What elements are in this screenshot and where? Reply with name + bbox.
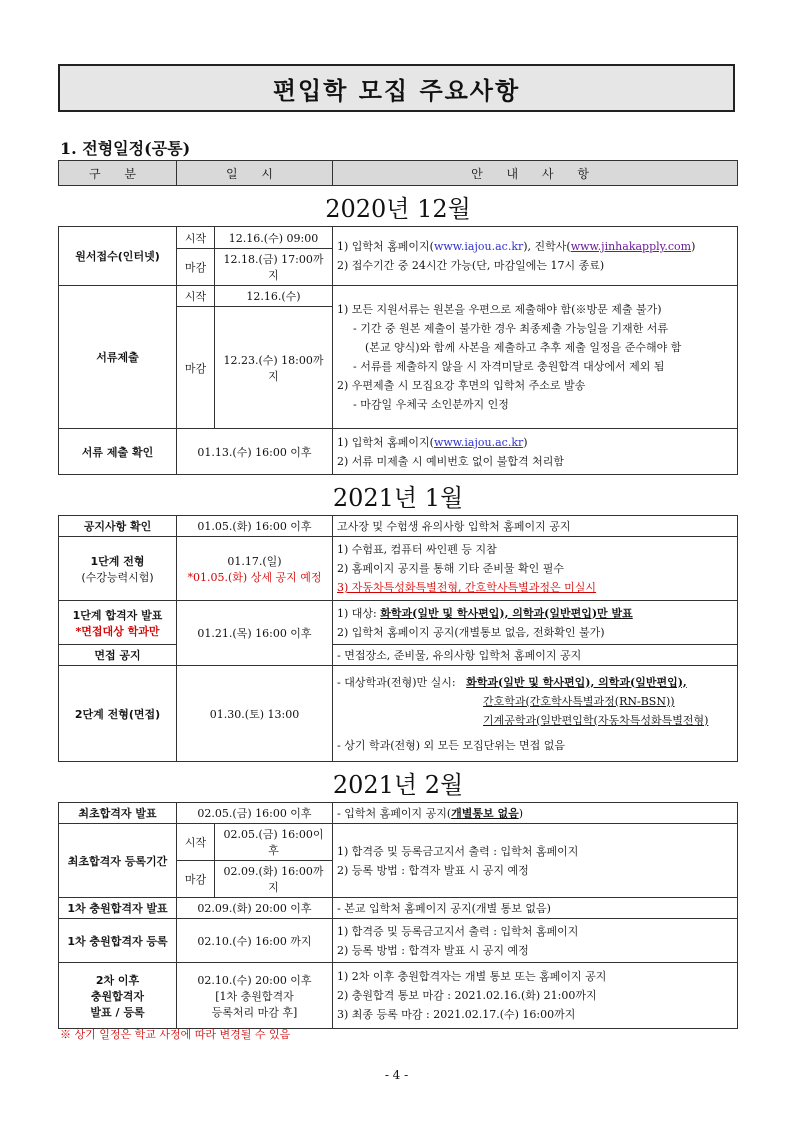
schedule-note: ※ 상기 일정은 학교 사정에 따라 변경될 수 있음 [60, 1028, 291, 1041]
iajou-link[interactable]: www.iajou.ac.kr [433, 435, 524, 449]
iajou-link[interactable]: www.iajou.ac.kr [433, 240, 524, 253]
notice-date: 01.05.(화) 16:00 이후 [177, 516, 333, 537]
header-category: 구 분 [59, 161, 177, 186]
end-label: 마감 [177, 307, 215, 429]
row-alt1-pass-label: 1차 충원합격자 발표 [59, 898, 177, 919]
alt1-pass-date: 02.09.(화) 20:00 이후 [177, 898, 333, 919]
alt2-date: 02.10.(수) 20:00 이후 [1차 충원합격자 등록처리 마감 후] [177, 963, 333, 1029]
row-docs-label: 서류제출 [59, 286, 177, 429]
final-reg-start: 02.05.(금) 16:00이후 [215, 824, 333, 861]
start-label: 시작 [177, 824, 215, 861]
notice-info: 고사장 및 수험생 유의사항 입학처 홈페이지 공지 [333, 516, 738, 537]
header-date: 일 시 [177, 161, 333, 186]
row-interview-notice-label: 면접 공지 [59, 645, 177, 666]
row-alt1-reg-label: 1차 충원합격자 등록 [59, 919, 177, 963]
apply-start: 12.16.(수) 09:00 [215, 227, 333, 249]
row-stage1-pass-label: 1단계 합격자 발표 *면접대상 학과만 [59, 601, 177, 645]
row-stage1-label: 1단계 전형 (수강능력시험) [59, 537, 177, 601]
final-pass-info: - 입학처 홈페이지 공지(개별통보 없음) [333, 803, 738, 824]
apply-info: 1) 입학처 홈페이지(www.iajou.ac.kr), 진학사(www.jinhakapply.com) 2) 접수기간 중 24시간 가능(단, 마감일에는 17시 종료) [333, 227, 738, 286]
stage1-pass-date: 01.21.(목) 16:00 이후 [177, 601, 333, 666]
final-reg-end: 02.09.(화) 16:00까지 [215, 861, 333, 898]
schedule-table [58, 160, 738, 1029]
alt1-reg-info: 1) 합격증 및 등록금고지서 출력 : 입학처 홈페이지 2) 등록 방법 : 합격자 발표 시 공지 예정 [333, 919, 738, 963]
docs-check-info: 1) 입학처 홈페이지(www.iajou.ac.kr) 2) 서류 미제출 시 예비번호 없이 불합격 처리함 [333, 429, 738, 475]
month-dec: 2020년 12월 [59, 186, 738, 227]
stage1-info: 1) 수험표, 컴퓨터 싸인펜 등 지참 2) 홈페이지 공지를 통해 기타 준비물 확인 필수 3) 자동차특성화특별전형, 간호학사특별과정은 미실시 [333, 537, 738, 601]
alt1-pass-info: - 본교 입학처 홈페이지 공지(개별 통보 없음) [333, 898, 738, 919]
docs-end: 12.23.(수) 18:00까지 [215, 307, 333, 429]
month-jan: 2021년 1월 [59, 475, 738, 516]
header-info: 안 내 사 항 [333, 161, 738, 186]
interview-notice-info: - 면접장소, 준비물, 유의사항 입학처 홈페이지 공지 [333, 645, 738, 666]
stage1-date: 01.17.(일) *01.05.(화) 상세 공지 예정 [177, 537, 333, 601]
table-header-row [59, 161, 738, 186]
final-pass-date: 02.05.(금) 16:00 이후 [177, 803, 333, 824]
stage1-pass-info: 1) 대상: 화학과(일반 및 학사편입), 의학과(일반편입)만 발표 2) 입학처 홈페이지 공지(개별통보 없음, 전화확인 불가) [333, 601, 738, 645]
final-reg-info: 1) 합격증 및 등록금고지서 출력 : 입학처 홈페이지 2) 등록 방법 : 합격자 발표 시 공지 예정 [333, 824, 738, 898]
row-docs-check-label: 서류 제출 확인 [59, 429, 177, 475]
start-label: 시작 [177, 286, 215, 307]
start-label: 시작 [177, 227, 215, 249]
row-alt2-label: 2차 이후 충원합격자 발표 / 등록 [59, 963, 177, 1029]
row-notice-label: 공지사항 확인 [59, 516, 177, 537]
docs-info: 1) 모든 지원서류는 원본을 우편으로 제출해야 함(※방문 제출 불가) - 기간 중 원본 제출이 불가한 경우 최종제출 가능일을 기재한 서류 (본교 양식)와 함께 사본을 제출하고 추후 제출 일정을 준수해야 함 - 서류를 제출하지 않을 시 자격미달로 충원합격 대상에서 제외 됨 2) 우편제출 시 모집요강 후면의 입학처 주소로 발송 - 마감일 우체국 소인분까지 인정 [333, 286, 738, 429]
row-stage2-label: 2단계 전형(면접) [59, 666, 177, 762]
docs-check-date: 01.13.(수) 16:00 이후 [177, 429, 333, 475]
stage2-info: - 대상학과(전형)만 실시: 화학과(일반 및 학사편입), 의학과(일반편입), 간호학과(간호학사특별과정(RN-BSN)) 기계공학과(일반편입학(자동차특성화특별전형) - 상기 학과(전형) 외 모든 모집단위는 면접 없음 [333, 666, 738, 762]
apply-end: 12.18.(금) 17:00까지 [215, 249, 333, 286]
jinhak-link[interactable]: www.jinhakapply.com [570, 240, 692, 253]
alt2-info: 1) 2차 이후 충원합격자는 개별 통보 또는 홈페이지 공지 2) 충원합격 통보 마감 : 2021.02.16.(화) 21:00까지 3) 최종 등록 마감 : 2021.02.17.(수) 16:00까지 [333, 963, 738, 1029]
month-feb: 2021년 2월 [59, 762, 738, 803]
stage2-date: 01.30.(토) 13:00 [177, 666, 333, 762]
row-final-reg-label: 최초합격자 등록기간 [59, 824, 177, 898]
alt1-reg-date: 02.10.(수) 16:00 까지 [177, 919, 333, 963]
section-heading: 1. 전형일정(공통) [60, 139, 191, 158]
end-label: 마감 [177, 249, 215, 286]
row-apply-label: 원서접수(인터넷) [59, 227, 177, 286]
row-final-pass-label: 최초합격자 발표 [59, 803, 177, 824]
page-number: - 4 - [384, 1068, 409, 1082]
end-label: 마감 [177, 861, 215, 898]
docs-start: 12.16.(수) [215, 286, 333, 307]
page-title: 편입학 모집 주요사항 [58, 64, 735, 112]
